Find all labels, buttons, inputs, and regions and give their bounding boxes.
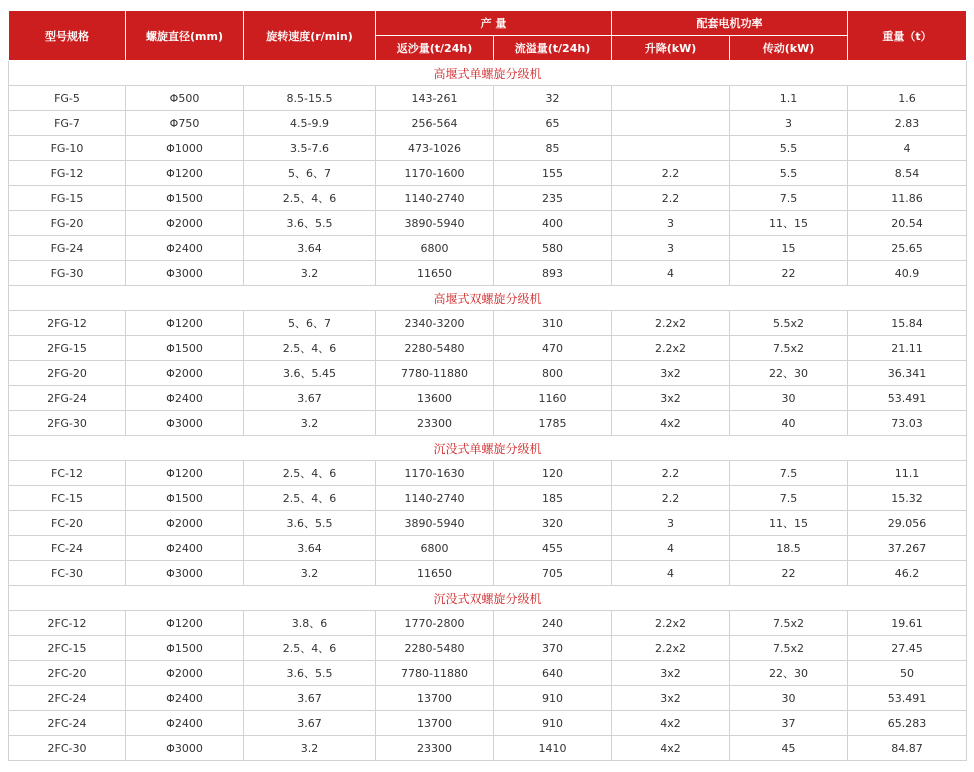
table-cell: 15 xyxy=(730,236,848,261)
table-cell: 3 xyxy=(612,211,730,236)
table-cell: 36.341 xyxy=(848,361,967,386)
table-cell: 3.2 xyxy=(244,561,376,586)
header-speed: 旋转速度(r/min) xyxy=(244,11,376,61)
table-cell: 11650 xyxy=(376,261,494,286)
table-cell: 11、15 xyxy=(730,211,848,236)
table-cell: 2FG-20 xyxy=(9,361,126,386)
table-cell: 11、15 xyxy=(730,511,848,536)
table-row xyxy=(9,86,967,111)
table-cell: 40.9 xyxy=(848,261,967,286)
table-cell: 5.5 xyxy=(730,136,848,161)
table-cell: FG-20 xyxy=(9,211,126,236)
table-cell: 3 xyxy=(612,511,730,536)
table-cell: 3.2 xyxy=(244,736,376,761)
table-cell: 8.54 xyxy=(848,161,967,186)
table-row xyxy=(9,136,967,161)
table-cell: Φ2400 xyxy=(126,386,244,411)
table-cell: 84.87 xyxy=(848,736,967,761)
table-cell: 5.5 xyxy=(730,161,848,186)
table-cell: 25.65 xyxy=(848,236,967,261)
table-cell: 3x2 xyxy=(612,686,730,711)
table-cell: 2.83 xyxy=(848,111,967,136)
table-cell: FC-24 xyxy=(9,536,126,561)
table-row xyxy=(9,361,967,386)
table-cell: 2.2 xyxy=(612,161,730,186)
header-model: 型号规格 xyxy=(9,11,126,61)
table-cell: 2.5、4、6 xyxy=(244,486,376,511)
table-cell: FG-15 xyxy=(9,186,126,211)
table-cell: 1.6 xyxy=(848,86,967,111)
table-cell: 11.86 xyxy=(848,186,967,211)
table-cell: 30 xyxy=(730,386,848,411)
section-title: 高堰式单螺旋分级机 xyxy=(9,61,967,86)
table-cell: 2.5、4、6 xyxy=(244,336,376,361)
table-row xyxy=(9,511,967,536)
table-cell: 40 xyxy=(730,411,848,436)
table-cell: 4x2 xyxy=(612,736,730,761)
table-cell: 65 xyxy=(494,111,612,136)
table-cell: Φ3000 xyxy=(126,561,244,586)
table-cell: 3890-5940 xyxy=(376,211,494,236)
table-row xyxy=(9,386,967,411)
table-cell: FG-10 xyxy=(9,136,126,161)
table-cell: 2FC-12 xyxy=(9,611,126,636)
table-cell: 3.64 xyxy=(244,236,376,261)
table-cell: Φ1500 xyxy=(126,336,244,361)
table-row xyxy=(9,161,967,186)
table-cell: 2.2 xyxy=(612,461,730,486)
table-cell xyxy=(612,111,730,136)
table-cell: 15.32 xyxy=(848,486,967,511)
table-cell: 53.491 xyxy=(848,386,967,411)
table-cell: Φ3000 xyxy=(126,736,244,761)
table-cell: 19.61 xyxy=(848,611,967,636)
table-cell: 3.67 xyxy=(244,686,376,711)
table-cell: 23300 xyxy=(376,411,494,436)
table-cell: 4x2 xyxy=(612,711,730,736)
table-cell: 3.6、5.45 xyxy=(244,361,376,386)
table-cell: Φ2000 xyxy=(126,211,244,236)
table-cell: Φ1200 xyxy=(126,611,244,636)
table-row xyxy=(9,486,967,511)
table-row xyxy=(9,186,967,211)
table-cell: 23300 xyxy=(376,736,494,761)
table-cell xyxy=(612,136,730,161)
table-cell: 29.056 xyxy=(848,511,967,536)
table-cell: 13600 xyxy=(376,386,494,411)
table-cell: 3.2 xyxy=(244,261,376,286)
table-row xyxy=(9,611,967,636)
table-cell: Φ3000 xyxy=(126,411,244,436)
table-cell: 20.54 xyxy=(848,211,967,236)
table-cell: 2FC-24 xyxy=(9,711,126,736)
table-cell: 4x2 xyxy=(612,411,730,436)
table-cell: 2340-3200 xyxy=(376,311,494,336)
table-row xyxy=(9,336,967,361)
table-cell: 4 xyxy=(848,136,967,161)
table-cell: 32 xyxy=(494,86,612,111)
table-cell: 46.2 xyxy=(848,561,967,586)
table-cell: 13700 xyxy=(376,711,494,736)
table-cell: FG-7 xyxy=(9,111,126,136)
section-title: 沉没式单螺旋分级机 xyxy=(9,436,967,461)
table-cell: 455 xyxy=(494,536,612,561)
table-cell: 2.5、4、6 xyxy=(244,636,376,661)
table-cell: Φ2000 xyxy=(126,661,244,686)
table-cell: 6800 xyxy=(376,236,494,261)
table-cell: 1785 xyxy=(494,411,612,436)
table-cell: 3x2 xyxy=(612,661,730,686)
table-cell: 910 xyxy=(494,711,612,736)
table-header xyxy=(9,11,967,61)
section-title: 沉没式双螺旋分级机 xyxy=(9,586,967,611)
table-cell: 4.5-9.9 xyxy=(244,111,376,136)
table-cell: 3 xyxy=(612,236,730,261)
table-cell: Φ1200 xyxy=(126,461,244,486)
table-row xyxy=(9,461,967,486)
table-cell: 2.2 xyxy=(612,186,730,211)
header-overflow: 流溢量(t/24h) xyxy=(494,36,612,61)
table-cell: 53.491 xyxy=(848,686,967,711)
section-row xyxy=(9,436,967,461)
table-cell: 11.1 xyxy=(848,461,967,486)
table-cell: 240 xyxy=(494,611,612,636)
table-cell: 3.6、5.5 xyxy=(244,661,376,686)
table-cell: 1.1 xyxy=(730,86,848,111)
table-cell: 3.5-7.6 xyxy=(244,136,376,161)
table-cell: 2FC-30 xyxy=(9,736,126,761)
table-cell: 2.2 xyxy=(612,486,730,511)
table-cell: 2FG-15 xyxy=(9,336,126,361)
table-row xyxy=(9,736,967,761)
table-cell: Φ2400 xyxy=(126,711,244,736)
table-cell: Φ1500 xyxy=(126,636,244,661)
header-drive: 传动(kW) xyxy=(730,36,848,61)
table-cell: FC-15 xyxy=(9,486,126,511)
table-cell: 22、30 xyxy=(730,661,848,686)
table-cell: 3x2 xyxy=(612,386,730,411)
table-cell: 21.11 xyxy=(848,336,967,361)
table-cell: 3.6、5.5 xyxy=(244,511,376,536)
table-cell: 580 xyxy=(494,236,612,261)
table-cell: 18.5 xyxy=(730,536,848,561)
table-cell: 155 xyxy=(494,161,612,186)
table-cell: 143-261 xyxy=(376,86,494,111)
header-diameter: 螺旋直径(mm) xyxy=(126,11,244,61)
header-lift: 升降(kW) xyxy=(612,36,730,61)
table-cell: Φ1200 xyxy=(126,161,244,186)
table-body xyxy=(9,61,967,761)
table-cell: 3.67 xyxy=(244,386,376,411)
table-cell: 45 xyxy=(730,736,848,761)
section-row xyxy=(9,61,967,86)
section-row xyxy=(9,586,967,611)
table-cell: 705 xyxy=(494,561,612,586)
table-cell: 37 xyxy=(730,711,848,736)
table-cell: 470 xyxy=(494,336,612,361)
table-cell: 7780-11880 xyxy=(376,361,494,386)
table-cell: Φ2000 xyxy=(126,361,244,386)
table-cell: Φ750 xyxy=(126,111,244,136)
header-return-sand: 返沙量(t/24h) xyxy=(376,36,494,61)
table-cell: 4 xyxy=(612,261,730,286)
table-cell: 7.5 xyxy=(730,186,848,211)
table-cell: 3.67 xyxy=(244,711,376,736)
table-cell: 11650 xyxy=(376,561,494,586)
table-cell: 3.2 xyxy=(244,411,376,436)
spec-table-container xyxy=(8,10,966,761)
section-row xyxy=(9,286,967,311)
table-cell: 3.64 xyxy=(244,536,376,561)
table-cell: Φ1000 xyxy=(126,136,244,161)
table-cell: 2.5、4、6 xyxy=(244,461,376,486)
table-cell: 1410 xyxy=(494,736,612,761)
table-cell: 65.283 xyxy=(848,711,967,736)
table-cell: 8.5-15.5 xyxy=(244,86,376,111)
table-cell: 2FC-24 xyxy=(9,686,126,711)
table-cell: FC-30 xyxy=(9,561,126,586)
table-cell: 1170-1630 xyxy=(376,461,494,486)
table-cell: 1140-2740 xyxy=(376,486,494,511)
table-cell: 2FG-30 xyxy=(9,411,126,436)
table-cell: FC-12 xyxy=(9,461,126,486)
table-cell: 5、6、7 xyxy=(244,161,376,186)
table-row xyxy=(9,536,967,561)
table-cell: FG-30 xyxy=(9,261,126,286)
table-cell: 2FG-24 xyxy=(9,386,126,411)
table-cell: 3.8、6 xyxy=(244,611,376,636)
table-row xyxy=(9,211,967,236)
table-cell: 893 xyxy=(494,261,612,286)
table-cell: Φ1500 xyxy=(126,486,244,511)
header-motor-power: 配套电机功率 xyxy=(612,11,848,36)
table-cell: 1770-2800 xyxy=(376,611,494,636)
table-cell: 1160 xyxy=(494,386,612,411)
table-row xyxy=(9,561,967,586)
table-cell: 400 xyxy=(494,211,612,236)
table-row xyxy=(9,411,967,436)
table-cell: Φ2400 xyxy=(126,686,244,711)
table-cell: 73.03 xyxy=(848,411,967,436)
table-row xyxy=(9,236,967,261)
table-cell: 2.2x2 xyxy=(612,336,730,361)
table-cell: 2.5、4、6 xyxy=(244,186,376,211)
table-cell: 4 xyxy=(612,536,730,561)
table-cell: FG-5 xyxy=(9,86,126,111)
table-cell: 85 xyxy=(494,136,612,161)
table-cell: 4 xyxy=(612,561,730,586)
table-cell: 2FC-15 xyxy=(9,636,126,661)
table-cell: 320 xyxy=(494,511,612,536)
table-cell: 370 xyxy=(494,636,612,661)
table-cell: 5、6、7 xyxy=(244,311,376,336)
table-cell: 7.5 xyxy=(730,461,848,486)
table-cell: 1170-1600 xyxy=(376,161,494,186)
table-cell: Φ2400 xyxy=(126,236,244,261)
table-cell: Φ500 xyxy=(126,86,244,111)
table-cell: 185 xyxy=(494,486,612,511)
table-cell: 2FC-20 xyxy=(9,661,126,686)
table-cell: 473-1026 xyxy=(376,136,494,161)
table-cell: 7.5x2 xyxy=(730,636,848,661)
table-cell: 37.267 xyxy=(848,536,967,561)
table-cell: 7.5 xyxy=(730,486,848,511)
header-output: 产 量 xyxy=(376,11,612,36)
table-cell: 2.2x2 xyxy=(612,636,730,661)
table-cell: 3890-5940 xyxy=(376,511,494,536)
table-row xyxy=(9,261,967,286)
section-title: 高堰式双螺旋分级机 xyxy=(9,286,967,311)
table-cell: 22 xyxy=(730,561,848,586)
table-cell: 30 xyxy=(730,686,848,711)
table-cell: Φ1200 xyxy=(126,311,244,336)
table-cell: FC-20 xyxy=(9,511,126,536)
spiral-classifier-spec-table xyxy=(8,10,967,761)
table-cell: 3x2 xyxy=(612,361,730,386)
table-cell: 13700 xyxy=(376,686,494,711)
table-cell: 50 xyxy=(848,661,967,686)
table-row xyxy=(9,686,967,711)
table-cell: 2280-5480 xyxy=(376,636,494,661)
table-cell: FG-12 xyxy=(9,161,126,186)
table-cell: 7.5x2 xyxy=(730,611,848,636)
table-cell: 120 xyxy=(494,461,612,486)
header-weight: 重量（t） xyxy=(848,11,967,61)
table-cell: Φ2400 xyxy=(126,536,244,561)
table-cell: 6800 xyxy=(376,536,494,561)
table-row xyxy=(9,711,967,736)
table-cell: 1140-2740 xyxy=(376,186,494,211)
table-cell: 2280-5480 xyxy=(376,336,494,361)
table-cell: 640 xyxy=(494,661,612,686)
table-cell: 5.5x2 xyxy=(730,311,848,336)
table-row xyxy=(9,661,967,686)
table-row xyxy=(9,636,967,661)
table-cell: 800 xyxy=(494,361,612,386)
table-row xyxy=(9,311,967,336)
table-cell: 2.2x2 xyxy=(612,611,730,636)
table-cell: 27.45 xyxy=(848,636,967,661)
table-cell: 235 xyxy=(494,186,612,211)
table-cell: 310 xyxy=(494,311,612,336)
table-cell: 15.84 xyxy=(848,311,967,336)
table-row xyxy=(9,111,967,136)
table-cell: Φ1500 xyxy=(126,186,244,211)
table-cell: Φ2000 xyxy=(126,511,244,536)
table-cell: 2.2x2 xyxy=(612,311,730,336)
table-cell: 7.5x2 xyxy=(730,336,848,361)
table-cell: 22 xyxy=(730,261,848,286)
table-cell: FG-24 xyxy=(9,236,126,261)
table-cell: 3 xyxy=(730,111,848,136)
table-cell: 3.6、5.5 xyxy=(244,211,376,236)
table-cell: 910 xyxy=(494,686,612,711)
table-cell: 22、30 xyxy=(730,361,848,386)
table-cell: 256-564 xyxy=(376,111,494,136)
table-cell: 7780-11880 xyxy=(376,661,494,686)
table-cell: Φ3000 xyxy=(126,261,244,286)
table-cell xyxy=(612,86,730,111)
table-cell: 2FG-12 xyxy=(9,311,126,336)
